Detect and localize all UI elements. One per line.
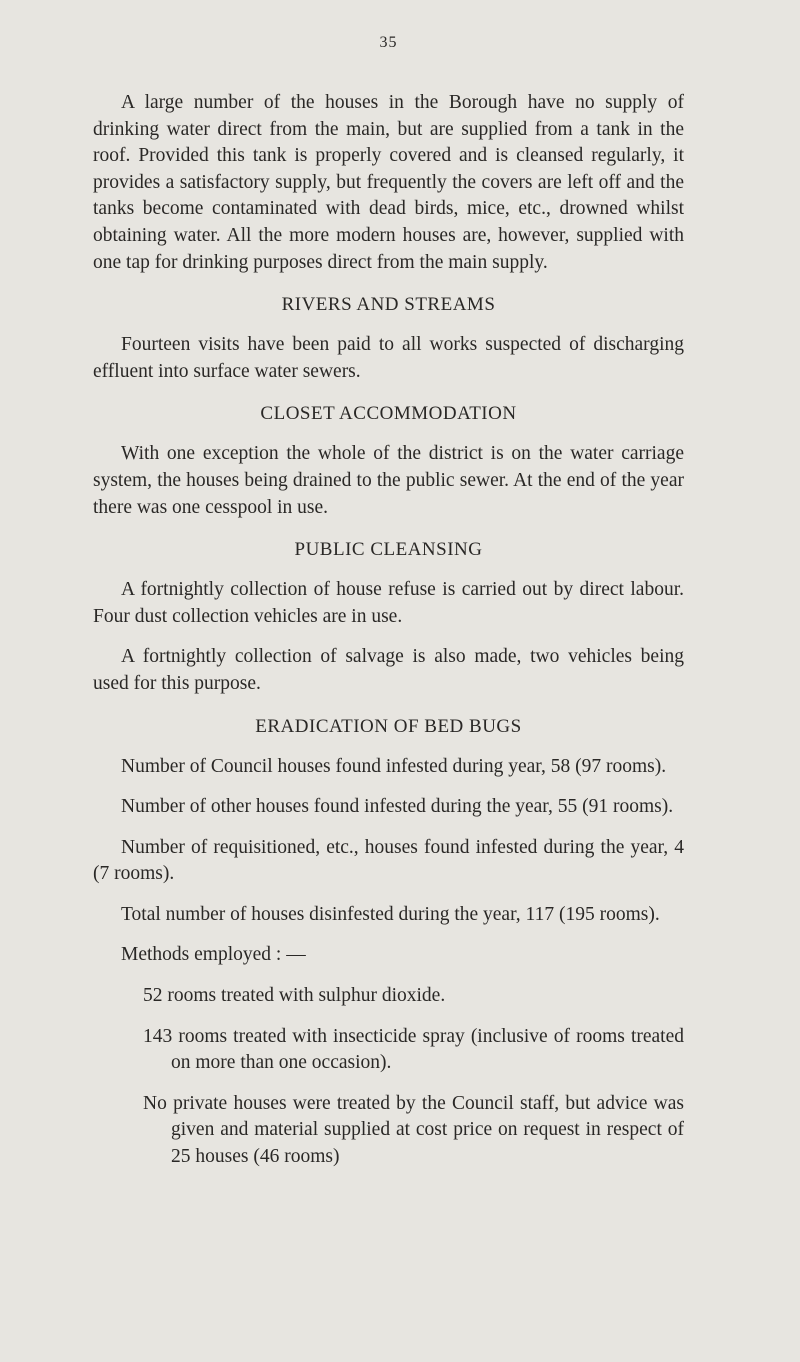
cleansing-heading: PUBLIC CLEANSING — [294, 539, 483, 561]
rivers-heading: RIVERS AND STREAMS — [281, 294, 496, 316]
cleansing-paragraph-salvage: A fortnightly collection of salvage is also made, two vehicles being used for this purpose. — [93, 646, 684, 694]
page-number: 35 — [379, 34, 398, 51]
method-insecticide-spray: 143 rooms treated with insecticide spray (inclusive of rooms treated on more than one occasion). — [143, 1025, 684, 1074]
method-private-houses: No private houses were treated by the Council staff, but advice was given and material supplied at cost price on request in respect of 25 houses (46 rooms) — [143, 1092, 684, 1168]
other-houses-paragraph: Number of other houses found infested during the year, 55 (91 rooms). — [121, 796, 674, 818]
water-supply-paragraph: A large number of the houses in the Borough have no supply of drinking water direct from the main, but are supplied from a tank in the roof. Provided this tank is properly covered and is cleansed regularly, it provides a satisfactory supply, but frequently the covers are left off and the tanks become contaminated with dead birds, mice, etc., drowned whilst obtaining water. All the more modern houses are, however, supplied with one tap for drinking purposes direct from the main supply. — [93, 92, 684, 273]
council-houses-paragraph: Number of Council houses found infested during year, 58 (97 rooms). — [121, 755, 667, 777]
closet-heading: CLOSET ACCOMMODATION — [260, 403, 517, 425]
requisitioned-houses-paragraph: Number of requisitioned, etc., houses found infested during the year, 4 (7 rooms). — [93, 836, 684, 885]
bed-bugs-heading: ERADICATION OF BED BUGS — [255, 715, 522, 737]
closet-paragraph: With one exception the whole of the district is on the water carriage system, the houses being drained to the public sewer. At the end of the year there was one cesspool in use. — [93, 443, 684, 518]
methods-label: Methods employed : — — [121, 944, 306, 966]
total-disinfested-paragraph: Total number of houses disinfested during the year, 117 (195 rooms). — [121, 903, 660, 925]
methods-list — [143, 983, 684, 1171]
method-sulphur-dioxide: 52 rooms treated with sulphur dioxide. — [143, 985, 446, 1007]
cleansing-paragraph-refuse: A fortnightly collection of house refuse is carried out by direct labour. Four dust collection vehicles are in use. — [93, 579, 684, 627]
rivers-paragraph: Fourteen visits have been paid to all works suspected of discharging effluent into surface water sewers. — [93, 334, 684, 382]
